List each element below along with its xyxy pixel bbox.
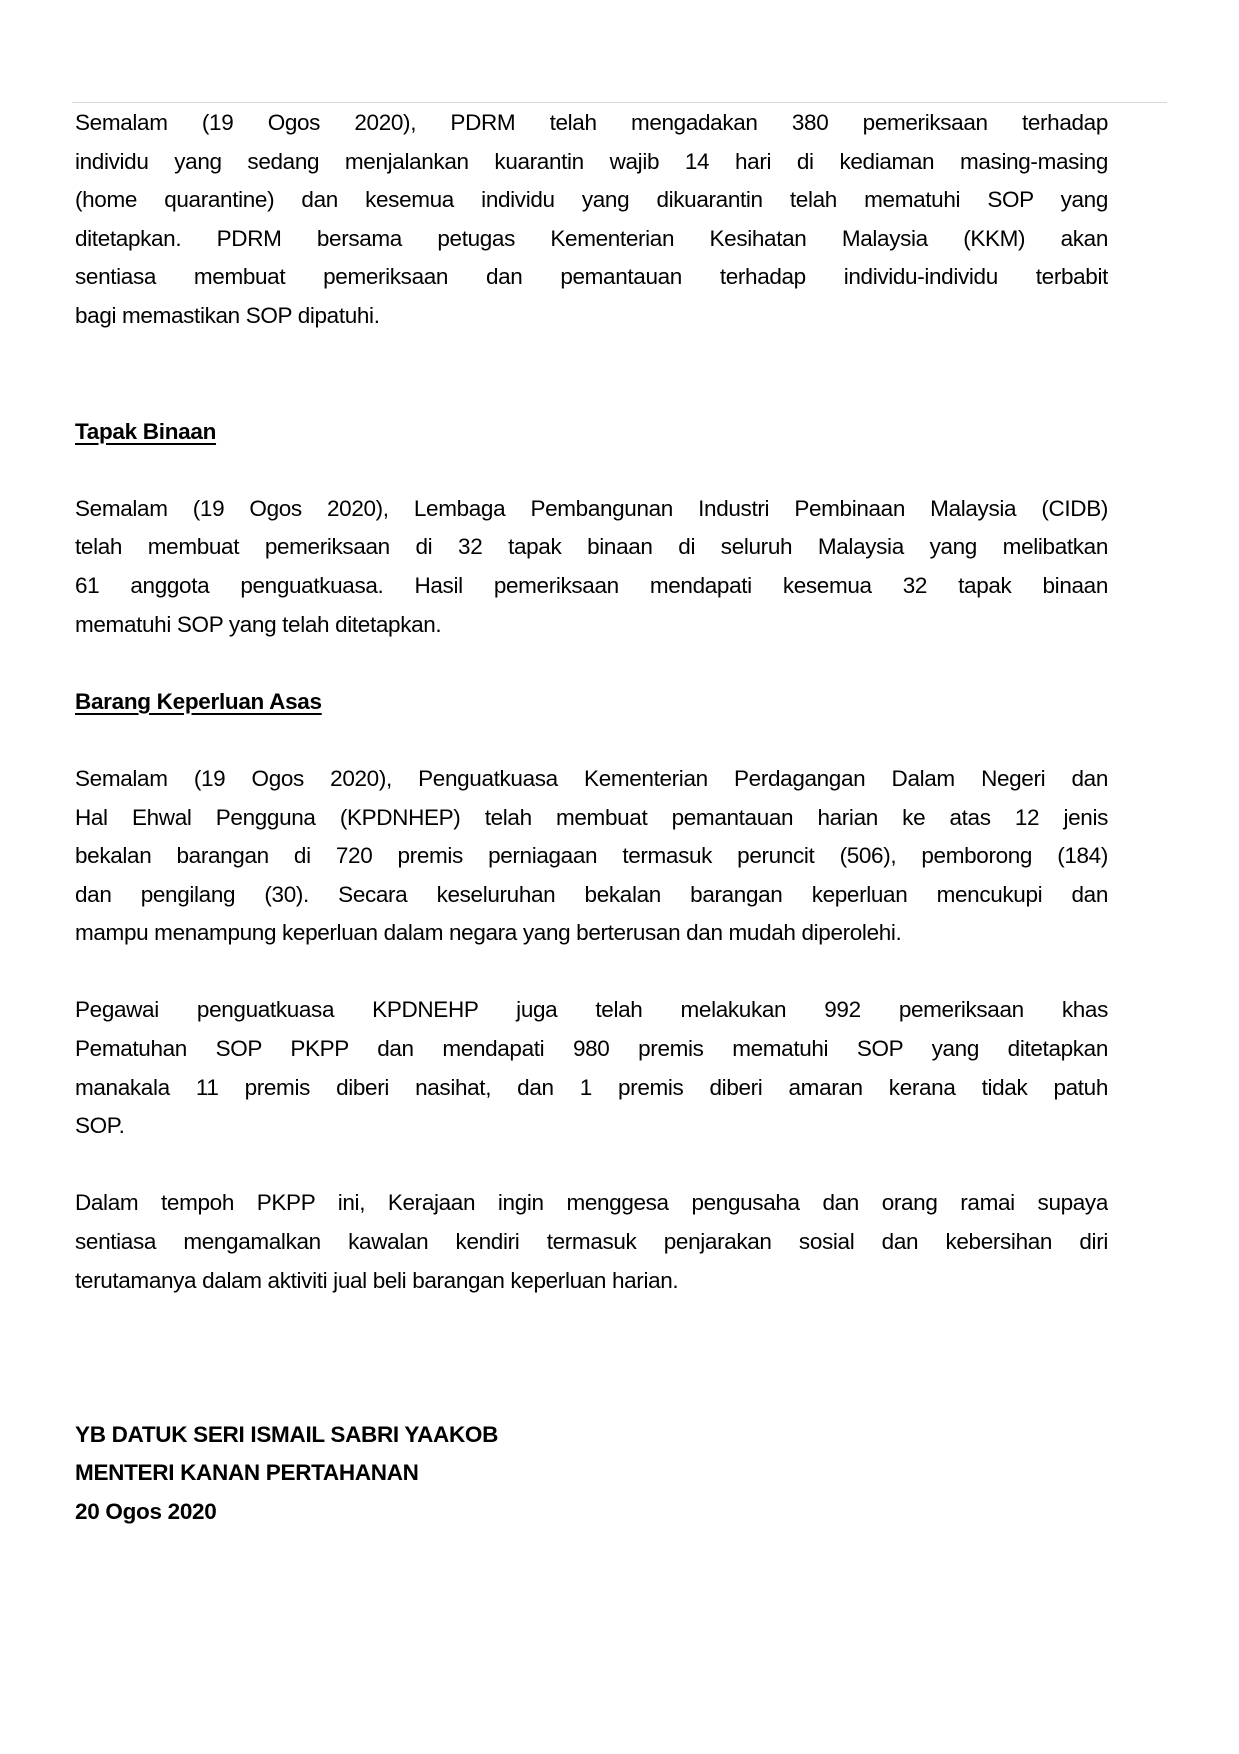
text-line: bagi memastikan SOP dipatuhi. <box>75 302 380 328</box>
text-line: sentiasa membuat pemeriksaan dan pemantauan terhadap individu-individu terbabit <box>75 264 1108 290</box>
text-line: (home quarantine) dan kesemua individu yang dikuarantin telah mematuhi SOP yang <box>75 187 1108 213</box>
signatory-title: MENTERI KANAN PERTAHANAN <box>75 1460 419 1486</box>
spacer <box>75 953 1108 992</box>
spacer <box>75 1300 1108 1377</box>
text-line: Dalam tempoh PKPP ini, Kerajaan ingin menggesa pengusaha dan orang ramai supaya <box>75 1190 1108 1216</box>
section-heading-barang-keperluan-asas: Barang Keperluan Asas <box>75 688 322 714</box>
document-body <box>75 104 1108 1532</box>
text-line: terutamanya dalam aktiviti jual beli barangan keperluan harian. <box>75 1267 679 1293</box>
spacer <box>75 336 1108 413</box>
text-line: Semalam (19 Ogos 2020), Penguatkuasa Kementerian Perdagangan Dalam Negeri dan <box>75 765 1108 791</box>
text-line: Pematuhan SOP PKPP dan mendapati 980 premis mematuhi SOP yang ditetapkan <box>75 1036 1108 1062</box>
paragraph-pkpp-appeal <box>75 1184 1108 1300</box>
paragraph-kpdnehp-compliance <box>75 991 1108 1145</box>
paragraph-kpdnhep-monitoring <box>75 760 1108 953</box>
text-line: Semalam (19 Ogos 2020), Lembaga Pembangunan Industri Pembinaan Malaysia (CIDB) <box>75 495 1108 521</box>
text-line: dan pengilang (30). Secara keseluruhan bekalan barangan keperluan mencukupi dan <box>75 881 1108 907</box>
spacer <box>75 1146 1108 1185</box>
statement-date: 20 Ogos 2020 <box>75 1499 217 1524</box>
signature-block <box>75 1416 1108 1532</box>
text-line: sentiasa mengamalkan kawalan kendiri termasuk penjarakan sosial dan kebersihan diri <box>75 1229 1108 1255</box>
text-line: bekalan barangan di 720 premis perniagaan termasuk peruncit (506), pemborong (184) <box>75 843 1108 869</box>
text-line: Hal Ehwal Pengguna (KPDNHEP) telah membuat pemantauan harian ke atas 12 jenis <box>75 804 1108 830</box>
signatory-name: YB DATUK SERI ISMAIL SABRI YAAKOB <box>75 1421 499 1447</box>
text-line: Pegawai penguatkuasa KPDNEHP juga telah melakukan 992 pemeriksaan khas <box>75 997 1108 1023</box>
text-line: SOP. <box>75 1113 125 1139</box>
header-divider <box>72 102 1167 103</box>
paragraph-pdrm-inspection <box>75 104 1108 336</box>
spacer <box>75 1377 1108 1416</box>
text-line: telah membuat pemeriksaan di 32 tapak binaan di seluruh Malaysia yang melibatkan <box>75 534 1108 560</box>
text-line: mampu menampung keperluan dalam negara yang berterusan dan mudah diperolehi. <box>75 920 902 946</box>
spacer <box>75 721 1108 760</box>
spacer <box>75 644 1108 683</box>
text-line: individu yang sedang menjalankan kuarantin wajib 14 hari di kediaman masing-masing <box>75 148 1108 174</box>
text-line: 61 anggota penguatkuasa. Hasil pemeriksaan mendapati kesemua 32 tapak binaan <box>75 572 1108 598</box>
section-heading-tapak-binaan: Tapak Binaan <box>75 418 217 444</box>
text-line: Semalam (19 Ogos 2020), PDRM telah mengadakan 380 pemeriksaan terhadap <box>75 110 1108 135</box>
spacer <box>75 451 1108 490</box>
paragraph-cidb-inspection <box>75 490 1108 644</box>
text-line: manakala 11 premis diberi nasihat, dan 1 premis diberi amaran kerana tidak patuh <box>75 1074 1108 1100</box>
text-line: ditetapkan. PDRM bersama petugas Kementerian Kesihatan Malaysia (KKM) akan <box>75 225 1108 251</box>
text-line: mematuhi SOP yang telah ditetapkan. <box>75 611 442 637</box>
